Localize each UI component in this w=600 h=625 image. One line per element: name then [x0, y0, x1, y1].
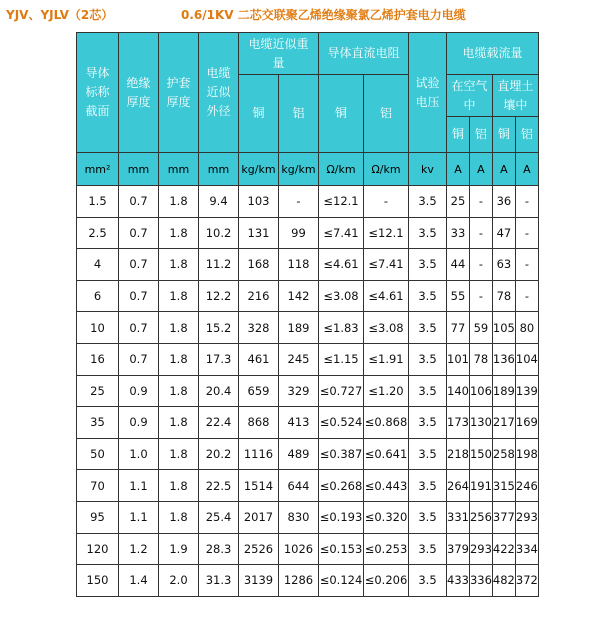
table-cell: 0.7 — [119, 186, 159, 218]
header-weight-group: 电缆近似重量 — [239, 33, 319, 75]
table-cell: 1.8 — [159, 280, 199, 312]
unit-cell: mm — [159, 153, 199, 186]
table-cell: 36 — [492, 186, 515, 218]
table-cell: 293 — [515, 501, 538, 533]
table-cell: 1.8 — [159, 249, 199, 281]
table-cell: 10.2 — [199, 217, 239, 249]
table-cell: 1.8 — [159, 375, 199, 407]
header-weight-copper: 铜 — [239, 75, 279, 153]
table-cell: 169 — [515, 407, 538, 439]
table-cell: 106 — [469, 375, 492, 407]
table-cell: ≤7.41 — [319, 217, 364, 249]
table-cell: 12.2 — [199, 280, 239, 312]
table-cell: - — [515, 186, 538, 218]
table-cell: 0.9 — [119, 407, 159, 439]
table-cell: ≤4.61 — [319, 249, 364, 281]
unit-cell: A — [447, 153, 470, 186]
header-in-soil: 直埋土壤中 — [492, 75, 538, 117]
table-cell: 136 — [492, 343, 515, 375]
units-row — [77, 153, 539, 186]
table-cell: 3.5 — [409, 470, 447, 502]
cable-description-title: 0.6/1KV 二芯交联聚乙烯绝缘聚氯乙烯护套电力电缆 — [181, 8, 466, 22]
table-cell: 35 — [77, 407, 119, 439]
table-cell: ≤0.193 — [319, 501, 364, 533]
table-cell: 140 — [447, 375, 470, 407]
unit-cell: A — [515, 153, 538, 186]
table-cell: 830 — [279, 501, 319, 533]
header-resistance-copper: 铜 — [319, 75, 364, 153]
table-cell: 1.2 — [119, 533, 159, 565]
table-cell: 3.5 — [409, 312, 447, 344]
table-cell: ≤1.15 — [319, 343, 364, 375]
table-cell: 2526 — [239, 533, 279, 565]
table-row — [77, 217, 539, 249]
table-cell: 118 — [279, 249, 319, 281]
table-cell: 95 — [77, 501, 119, 533]
table-cell: 1.8 — [159, 470, 199, 502]
table-row — [77, 280, 539, 312]
table-cell: 120 — [77, 533, 119, 565]
table-row — [77, 565, 539, 597]
table-cell: 77 — [447, 312, 470, 344]
table-cell: ≤0.253 — [364, 533, 409, 565]
table-cell: 1.8 — [159, 186, 199, 218]
table-cell: 2.5 — [77, 217, 119, 249]
unit-cell: kg/km — [279, 153, 319, 186]
table-cell: 1514 — [239, 470, 279, 502]
table-cell: 3.5 — [409, 407, 447, 439]
table-cell: 150 — [77, 565, 119, 597]
table-cell: 293 — [469, 533, 492, 565]
table-cell: 31.3 — [199, 565, 239, 597]
table-cell: 218 — [447, 438, 470, 470]
table-cell: 1.0 — [119, 438, 159, 470]
table-cell: 0.7 — [119, 280, 159, 312]
table-cell: 99 — [279, 217, 319, 249]
table-cell: 150 — [469, 438, 492, 470]
table-cell: 264 — [447, 470, 470, 502]
unit-cell: mm — [119, 153, 159, 186]
table-cell: 189 — [492, 375, 515, 407]
table-cell: 33 — [447, 217, 470, 249]
table-cell: 216 — [239, 280, 279, 312]
table-cell: ≤0.868 — [364, 407, 409, 439]
table-cell: 315 — [492, 470, 515, 502]
header-air-copper: 铜 — [447, 117, 470, 153]
table-cell: 1.4 — [119, 565, 159, 597]
table-cell: 3.5 — [409, 375, 447, 407]
table-cell: 1286 — [279, 565, 319, 597]
table-cell: 3.5 — [409, 217, 447, 249]
table-cell: 329 — [279, 375, 319, 407]
table-cell: ≤0.387 — [319, 438, 364, 470]
header-soil-aluminum: 铝 — [515, 117, 538, 153]
table-header — [77, 33, 539, 186]
table-cell: ≤1.91 — [364, 343, 409, 375]
table-cell: 139 — [515, 375, 538, 407]
table-cell: - — [469, 217, 492, 249]
table-cell: 258 — [492, 438, 515, 470]
table-cell: 16 — [77, 343, 119, 375]
table-row — [77, 470, 539, 502]
table-cell: 168 — [239, 249, 279, 281]
table-row — [77, 438, 539, 470]
table-cell: 461 — [239, 343, 279, 375]
table-cell: 3.5 — [409, 565, 447, 597]
table-cell: ≤0.443 — [364, 470, 409, 502]
table-cell: 3.5 — [409, 186, 447, 218]
table-cell: 25.4 — [199, 501, 239, 533]
table-cell: 20.2 — [199, 438, 239, 470]
table-cell: 217 — [492, 407, 515, 439]
table-cell: 1.9 — [159, 533, 199, 565]
table-cell: 28.3 — [199, 533, 239, 565]
table-cell: 10 — [77, 312, 119, 344]
table-cell: 334 — [515, 533, 538, 565]
table-cell: 3139 — [239, 565, 279, 597]
table-cell: 3.5 — [409, 280, 447, 312]
table-cell: 130 — [469, 407, 492, 439]
table-cell: ≤3.08 — [319, 280, 364, 312]
table-row — [77, 533, 539, 565]
table-cell: 105 — [492, 312, 515, 344]
table-cell: 433 — [447, 565, 470, 597]
header-resistance-aluminum: 铝 — [364, 75, 409, 153]
table-cell: 131 — [239, 217, 279, 249]
table-row — [77, 407, 539, 439]
header-in-air: 在空气中 — [447, 75, 493, 117]
table-cell: 331 — [447, 501, 470, 533]
table-cell: 173 — [447, 407, 470, 439]
table-cell: 4 — [77, 249, 119, 281]
table-cell: 1.8 — [159, 343, 199, 375]
table-cell: 1.8 — [159, 501, 199, 533]
table-cell: - — [469, 186, 492, 218]
table-cell: 6 — [77, 280, 119, 312]
unit-cell: A — [469, 153, 492, 186]
table-cell: ≤7.41 — [364, 249, 409, 281]
table-cell: ≤0.524 — [319, 407, 364, 439]
header-outer-diameter: 电缆近似外径 — [199, 33, 239, 153]
table-cell: 377 — [492, 501, 515, 533]
table-cell: 44 — [447, 249, 470, 281]
table-cell: ≤0.153 — [319, 533, 364, 565]
table-cell: 59 — [469, 312, 492, 344]
table-cell: 1.5 — [77, 186, 119, 218]
table-cell: 142 — [279, 280, 319, 312]
table-cell: 103 — [239, 186, 279, 218]
title-bar — [0, 4, 600, 24]
header-weight-aluminum: 铝 — [279, 75, 319, 153]
table-row — [77, 312, 539, 344]
table-cell: - — [469, 249, 492, 281]
table-cell: 256 — [469, 501, 492, 533]
table-cell: 245 — [279, 343, 319, 375]
table-cell: 3.5 — [409, 343, 447, 375]
header-soil-copper: 铜 — [492, 117, 515, 153]
table-cell: 868 — [239, 407, 279, 439]
table-cell: 0.7 — [119, 217, 159, 249]
table-cell: 70 — [77, 470, 119, 502]
model-title: YJV、YJLV（2芯） — [6, 8, 114, 22]
table-cell: 1.8 — [159, 407, 199, 439]
table-cell: ≤1.83 — [319, 312, 364, 344]
table-cell: 372 — [515, 565, 538, 597]
table-cell: 336 — [469, 565, 492, 597]
table-cell: ≤3.08 — [364, 312, 409, 344]
table-cell: 2.0 — [159, 565, 199, 597]
table-cell: 1.1 — [119, 501, 159, 533]
table-cell: 1.8 — [159, 438, 199, 470]
table-cell: 80 — [515, 312, 538, 344]
unit-cell: kv — [409, 153, 447, 186]
table-cell: 246 — [515, 470, 538, 502]
table-cell: - — [279, 186, 319, 218]
header-section: 导体标称截面 — [77, 33, 119, 153]
table-cell: - — [364, 186, 409, 218]
unit-cell: kg/km — [239, 153, 279, 186]
header-sheath: 护套厚度 — [159, 33, 199, 153]
table-cell: 55 — [447, 280, 470, 312]
header-air-aluminum: 铝 — [469, 117, 492, 153]
table-cell: 9.4 — [199, 186, 239, 218]
table-cell: 25 — [447, 186, 470, 218]
table-cell: 413 — [279, 407, 319, 439]
header-test-voltage: 试验电压 — [409, 33, 447, 153]
unit-cell: mm² — [77, 153, 119, 186]
table-cell: 22.4 — [199, 407, 239, 439]
table-cell: ≤0.206 — [364, 565, 409, 597]
table-cell: 1026 — [279, 533, 319, 565]
table-cell: 0.9 — [119, 375, 159, 407]
table-cell: 104 — [515, 343, 538, 375]
table-cell: 22.5 — [199, 470, 239, 502]
table-cell: 47 — [492, 217, 515, 249]
unit-cell: Ω/km — [364, 153, 409, 186]
table-cell: ≤0.268 — [319, 470, 364, 502]
header-ampacity-group: 电缆载流量 — [447, 33, 539, 75]
table-cell: - — [515, 249, 538, 281]
table-cell: ≤1.20 — [364, 375, 409, 407]
table-cell: 20.4 — [199, 375, 239, 407]
table-cell: 3.5 — [409, 249, 447, 281]
table-cell: 50 — [77, 438, 119, 470]
table-cell: 3.5 — [409, 501, 447, 533]
table-cell: - — [515, 217, 538, 249]
table-cell: 11.2 — [199, 249, 239, 281]
table-cell: 328 — [239, 312, 279, 344]
table-cell: 1116 — [239, 438, 279, 470]
table-cell: 489 — [279, 438, 319, 470]
table-cell: 198 — [515, 438, 538, 470]
table-row — [77, 375, 539, 407]
table-cell: ≤12.1 — [364, 217, 409, 249]
table-cell: 0.7 — [119, 343, 159, 375]
table-cell: 1.8 — [159, 312, 199, 344]
table-cell: 2017 — [239, 501, 279, 533]
table-cell: 63 — [492, 249, 515, 281]
table-cell: - — [469, 280, 492, 312]
table-cell: 0.7 — [119, 312, 159, 344]
table-row — [77, 501, 539, 533]
table-cell: 78 — [492, 280, 515, 312]
table-cell: 3.5 — [409, 533, 447, 565]
table-cell: ≤0.320 — [364, 501, 409, 533]
table-cell: ≤4.61 — [364, 280, 409, 312]
table-cell: 482 — [492, 565, 515, 597]
table-cell: ≤12.1 — [319, 186, 364, 218]
cable-spec-table — [76, 32, 539, 597]
table-cell: 25 — [77, 375, 119, 407]
table-cell: 101 — [447, 343, 470, 375]
unit-cell: mm — [199, 153, 239, 186]
unit-cell: A — [492, 153, 515, 186]
table-cell: 1.8 — [159, 217, 199, 249]
table-cell: 0.7 — [119, 249, 159, 281]
table-body — [77, 186, 539, 597]
table-cell: 3.5 — [409, 438, 447, 470]
table-row — [77, 249, 539, 281]
table-cell: ≤0.727 — [319, 375, 364, 407]
table-row — [77, 343, 539, 375]
table-cell: 191 — [469, 470, 492, 502]
table-cell: 15.2 — [199, 312, 239, 344]
table-cell: ≤0.124 — [319, 565, 364, 597]
table-cell: - — [515, 280, 538, 312]
table-cell: 1.1 — [119, 470, 159, 502]
table-cell: ≤0.641 — [364, 438, 409, 470]
unit-cell: Ω/km — [319, 153, 364, 186]
table-cell: 659 — [239, 375, 279, 407]
header-resistance-group: 导体直流电阻 — [319, 33, 409, 75]
table-cell: 422 — [492, 533, 515, 565]
header-insulation: 绝缘厚度 — [119, 33, 159, 153]
table-cell: 17.3 — [199, 343, 239, 375]
table-row — [77, 186, 539, 218]
table-cell: 78 — [469, 343, 492, 375]
table-cell: 189 — [279, 312, 319, 344]
table-cell: 644 — [279, 470, 319, 502]
table-cell: 379 — [447, 533, 470, 565]
